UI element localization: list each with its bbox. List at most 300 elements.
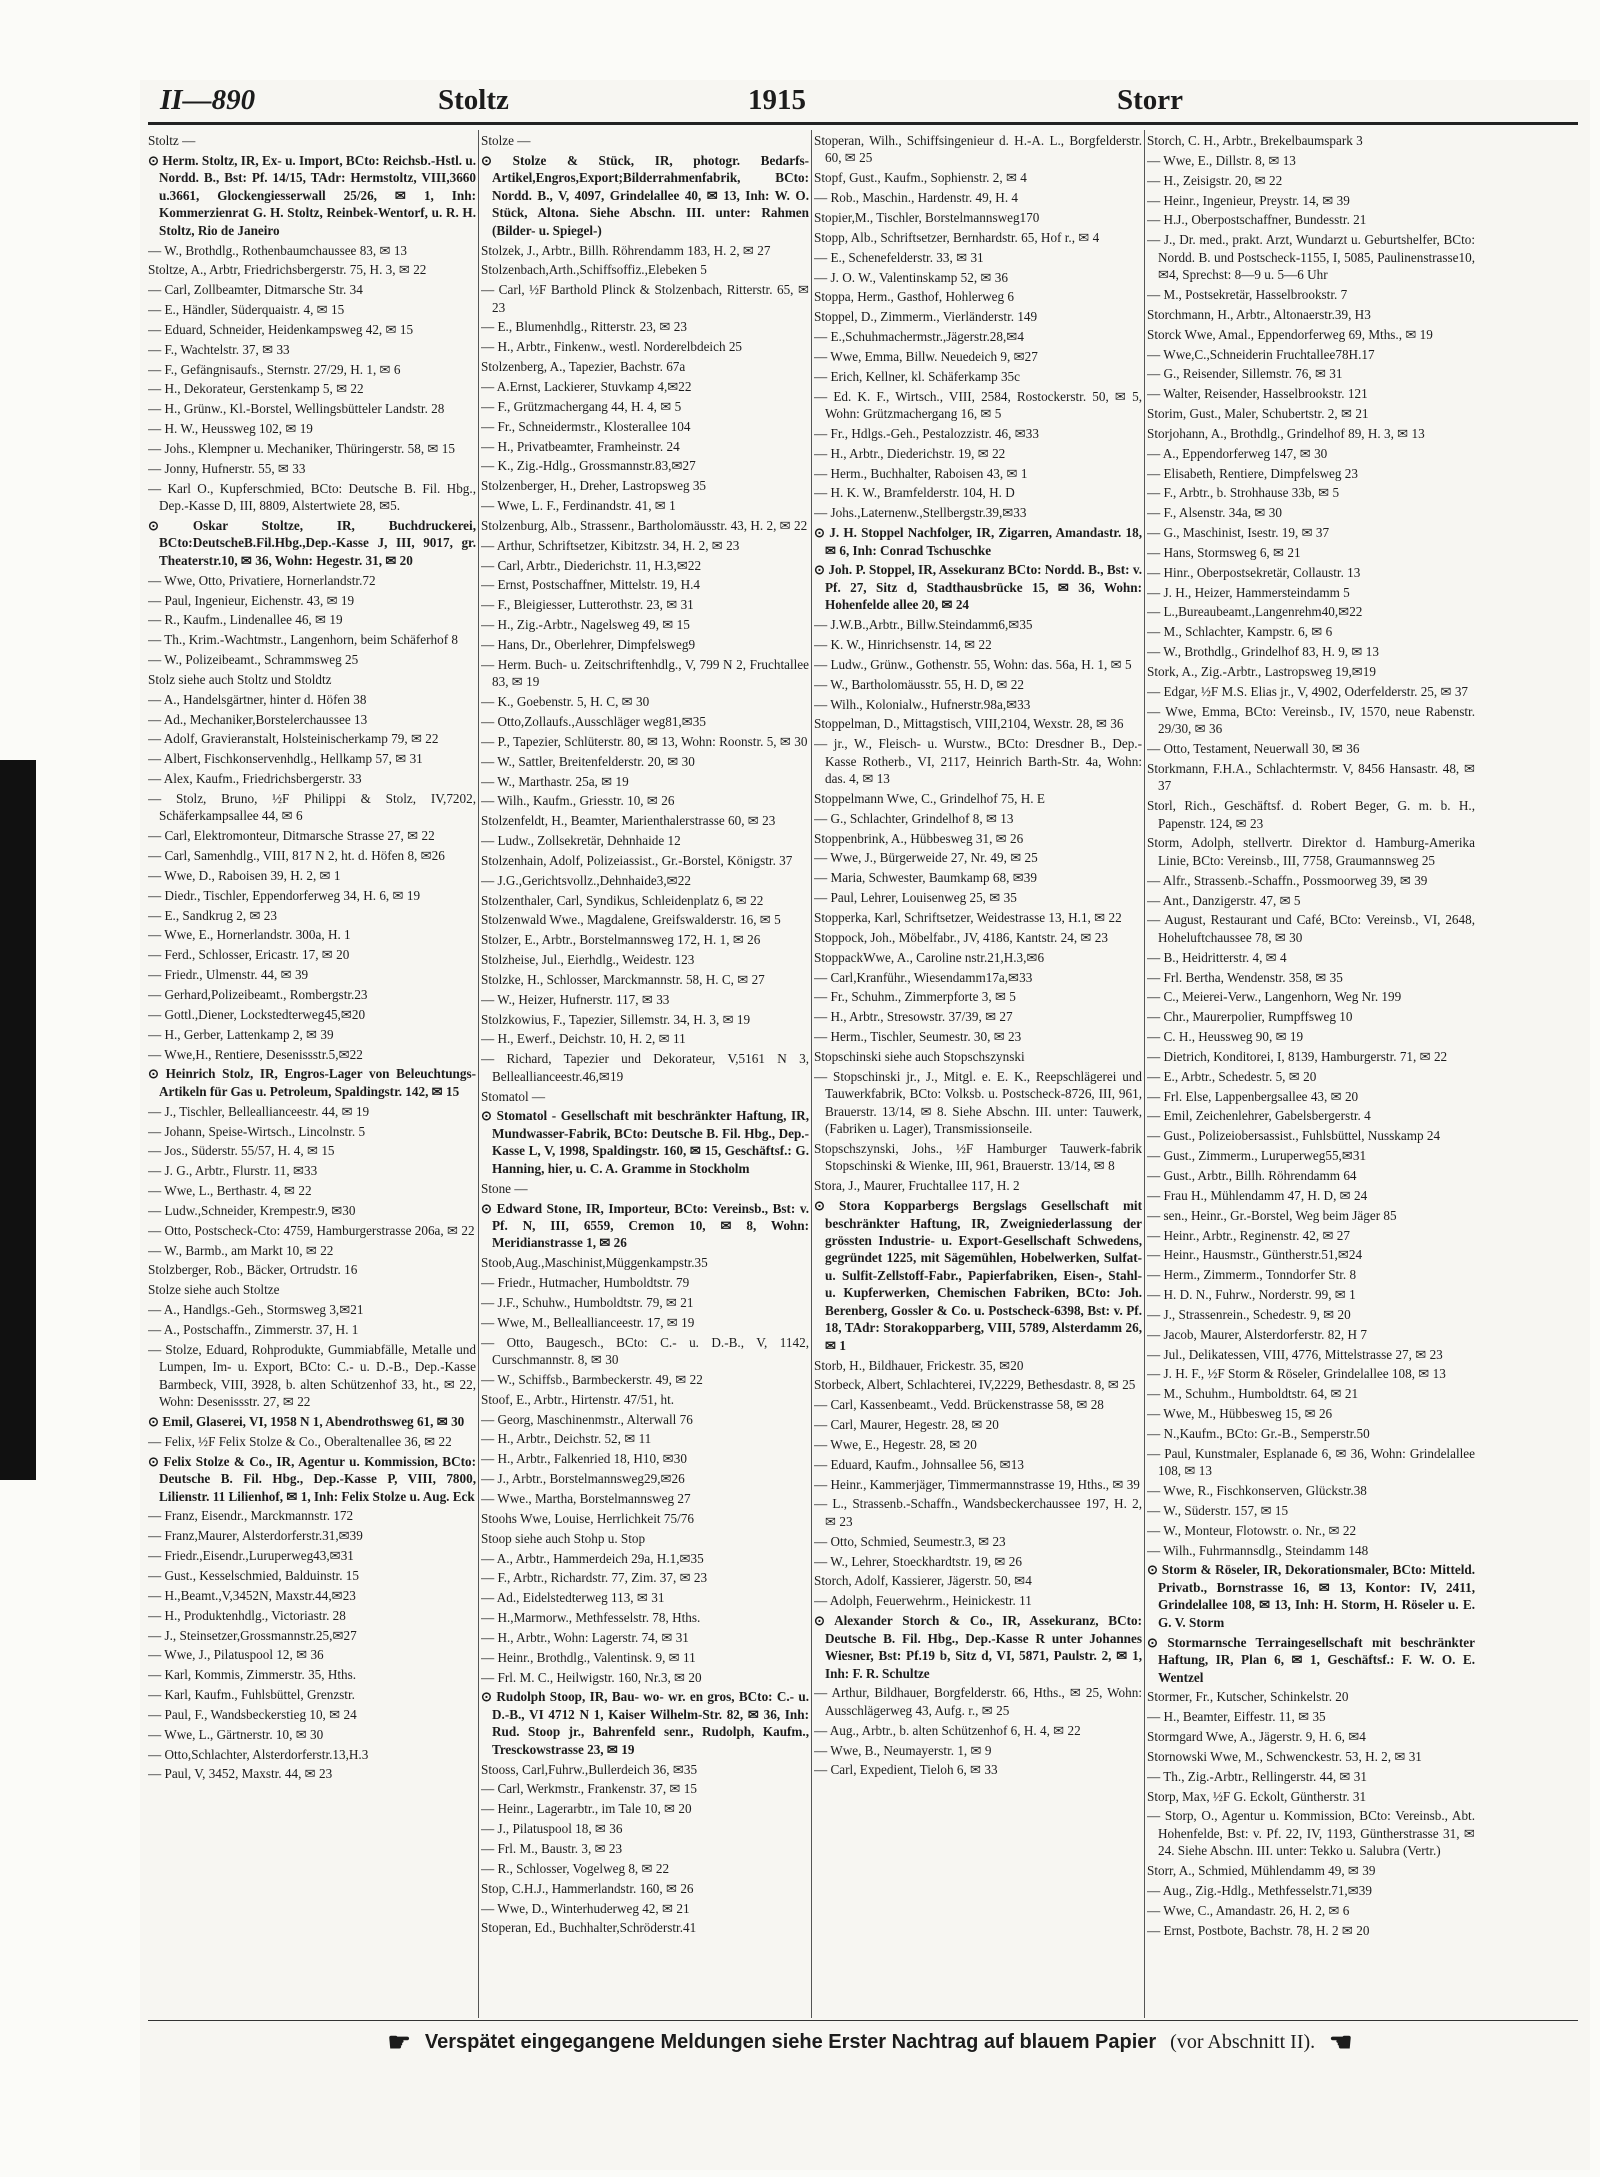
directory-entry: — Fr., Schneidermstr., Klosterallee 104: [481, 418, 691, 434]
directory-entry: — F., Gefängnisaufs., Sternstr. 27/29, H. 1, ✉ 6: [148, 361, 401, 377]
directory-entry: Stoppelmann Wwe, C., Grindelhof 75, H. E: [814, 790, 1045, 806]
directory-entry: — E., Arbtr., Schedestr. 5, ✉ 20: [1147, 1068, 1317, 1084]
directory-entry: Stoof, E., Arbtr., Hirtenstr. 47/51, ht.: [481, 1391, 675, 1407]
directory-entry: — Heinr., Lagerarbtr., im Tale 10, ✉ 20: [481, 1801, 692, 1817]
footer-notice: [160, 2024, 1580, 2060]
directory-entry: — Paul, V, 3452, Maxstr. 44, ✉ 23: [148, 1766, 333, 1782]
directory-entry: — H., Ewerf., Deichstr. 10, H. 2, ✉ 11: [481, 1031, 686, 1047]
directory-entry: — Paul, Kunstmaler, Esplanade 6, ✉ 36, Wohn: Grindelallee 108, ✉ 13: [1147, 1445, 1475, 1479]
directory-entry: — Herm., Zimmerm., Tonndorfer Str. 8: [1147, 1267, 1357, 1283]
directory-entry: — J., Dr. med., prakt. Arzt, Wundarzt u. Geburtshelfer, BCto: Nordd. B. und Postscheck-1155, I, 5085, Paulinenstrasse10, ✉4, Sprechst: 8—9 u. 5—6 Uhr: [1147, 232, 1475, 283]
directory-entry: — Gust., Kesselschmied, Balduinstr. 15: [148, 1567, 359, 1583]
directory-entry: Stomatol —: [481, 1088, 546, 1104]
directory-entry: — A., Eppendorferweg 147, ✉ 30: [1147, 445, 1328, 461]
directory-entry: — Stolz, Bruno, ½F Philippi & Stolz, IV,7202, Schäferkampsallee 44, ✉ 6: [148, 790, 476, 824]
directory-entry: — Carl,Kranführ., Wiesendamm17a,✉33: [814, 969, 1033, 985]
directory-entry: — Alfr., Strassenb.-Schaffn., Possmoorweg 39, ✉ 39: [1147, 872, 1428, 888]
directory-entry: — Emil, Zeichenlehrer, Gabelsbergerstr. 4: [1147, 1108, 1371, 1124]
directory-entry: — W., Heizer, Hufnerstr. 117, ✉ 33: [481, 991, 670, 1007]
directory-entry: — Wwe, E., Hegestr. 28, ✉ 20: [814, 1436, 977, 1452]
directory-entry: — Karl, Kaufm., Fuhlsbüttel, Grenzstr.: [148, 1687, 355, 1703]
directory-entry: — H., Arbtr., Falkenried 18, H10, ✉30: [481, 1451, 687, 1467]
directory-entry: — J.W.B.,Arbtr., Billw.Steindamm6,✉35: [814, 617, 1033, 633]
directory-entry: — Wwe,C.,Schneiderin Fruchtallee78H.17: [1147, 346, 1375, 362]
footer-notice-note: (vor Abschnitt II).: [1170, 2030, 1316, 2053]
directory-entry: — H., Zeisigstr. 20, ✉ 22: [1147, 172, 1283, 188]
directory-entry: — Hans, Stormsweg 6, ✉ 21: [1147, 544, 1301, 560]
directory-entry: — W., Marthastr. 25a, ✉ 19: [481, 773, 629, 789]
directory-entry: — Dietrich, Konditorei, I, 8139, Hamburgerstr. 71, ✉ 22: [1147, 1048, 1448, 1064]
directory-entry: — E., Händler, Süderquaistr. 4, ✉ 15: [148, 302, 345, 318]
pointing-hand-right-icon: ☛: [387, 2026, 411, 2057]
directory-entry: — H. W., Heussweg 102, ✉ 19: [148, 421, 313, 437]
directory-entry: Storch, Adolf, Kassierer, Jägerstr. 50, ✉4: [814, 1573, 1032, 1589]
directory-entry: — R., Schlosser, Vogelweg 8, ✉ 22: [481, 1860, 670, 1876]
directory-entry: ⊙ Edward Stone, IR, Importeur, BCto: Vereinsb., Bst: v. Pf. N, III, 6559, Cremon 10, ✉ 8, Wohn: Meridianstrasse 1, ✉ 26: [481, 1200, 809, 1251]
directory-entry: — F., Alsenstr. 34a, ✉ 30: [1147, 505, 1282, 521]
directory-entry: Stolzenbach,Arth.,Schiffsoffiz.,Elebeken 5: [481, 262, 707, 278]
directory-entry: — J., Arbtr., Borstelmannsweg29,✉26: [481, 1471, 685, 1487]
directory-entry: — Carl, Kassenbeamt., Vedd. Brückenstrasse 58, ✉ 28: [814, 1397, 1104, 1413]
directory-entry: ⊙ J. H. Stoppel Nachfolger, IR, Zigarren, Amandastr. 18, ✉ 6, Inh: Conrad Tschuschke: [814, 525, 1142, 558]
directory-entry: — H., Arbtr., Deichstr. 52, ✉ 11: [481, 1431, 652, 1447]
directory-entry: Stopschszynski, Johs., ½F Hamburger Tauwerk-fabrik Stopschinski & Wienke, III, 961, Brauerstr. 13/14, ✉ 8: [814, 1140, 1142, 1174]
directory-entry: — Ludw., Grünw., Gothenstr. 55, Wohn: das. 56a, H. 1, ✉ 5: [814, 656, 1132, 672]
directory-entry: ⊙ Heinrich Stolz, IR, Engros-Lager von Beleuchtungs-Artikeln für Gas u. Petroleum, Spaldingstr. 142, ✉ 15: [148, 1066, 476, 1099]
header-rule: [148, 122, 1578, 125]
directory-entry: — A., Handelsgärtner, hinter d. Höfen 38: [148, 691, 367, 707]
directory-entry: — W., Brothdlg., Rothenbaumchaussee 83, ✉ 13: [148, 242, 408, 258]
running-head-last-name: Storr: [1117, 84, 1184, 116]
directory-entry: — Richard, Tapezier und Dekorateur, V,5161 N 3, Belleallianceestr.46,✉19: [481, 1051, 809, 1084]
directory-entry: — Aug., Zig.-Hdlg., Methfesselstr.71,✉39: [1147, 1883, 1372, 1899]
footer-rule: [148, 2020, 1578, 2021]
directory-entry: — Wilh., Kaufm., Griesstr. 10, ✉ 26: [481, 793, 675, 809]
directory-entry: — E., Schenefelderstr. 33, ✉ 31: [814, 249, 984, 265]
directory-entry: — Alex, Kaufm., Friedrichsbergerstr. 33: [148, 771, 362, 787]
directory-entry: Storjohann, A., Brothdlg., Grindelhof 89, H. 3, ✉ 13: [1147, 425, 1425, 441]
directory-entry: Stolze siehe auch Stoltze: [148, 1282, 280, 1298]
directory-entry: Stop, C.H.J., Hammerlandstr. 160, ✉ 26: [481, 1880, 694, 1896]
directory-entry: Storr, A., Schmied, Mühlendamm 49, ✉ 39: [1147, 1863, 1376, 1879]
directory-entry: — Friedr., Ulmenstr. 44, ✉ 39: [148, 967, 309, 983]
directory-entry: — Otto, Testament, Neuerwall 30, ✉ 36: [1147, 740, 1360, 756]
directory-entry: Stolzenhain, Adolf, Polizeiassist., Gr.-Borstel, Königstr. 37: [481, 852, 793, 868]
directory-entry: Stoppa, Herm., Gasthof, Hohlerweg 6: [814, 289, 1014, 305]
directory-entry: — W., Polizeibeamt., Schrammsweg 25: [148, 652, 359, 668]
directory-entry: — H., Arbtr., Wohn: Lagerstr. 74, ✉ 31: [481, 1629, 689, 1645]
directory-entry: — L.,Bureaubeamt.,Langenrehm40,✉22: [1147, 604, 1363, 620]
column-divider: [478, 130, 479, 2018]
scan-edge-strip: [0, 760, 36, 1480]
directory-entry: Stora, J., Maurer, Fruchtallee 117, H. 2: [814, 1178, 1020, 1194]
directory-entry: — Carl, Werkmstr., Frankenstr. 37, ✉ 15: [481, 1781, 697, 1797]
directory-entry: ⊙ Herm. Stoltz, IR, Ex- u. Import, BCto: Reichsb.-Hstl. u. Nordd. B., Bst: Pf. 14/15, TAdr: Hermstoltz, VIII,3660 u.3661, Glockengiesserwall 25/26, ✉ 1, Inh: Kommerzienrat G. H. Stoltz, Reinbek-Wentorf, u. R. H. Stoltz, Rio de Janeiro: [148, 152, 476, 238]
directory-entry: Stornowski Wwe, M., Schwenckestr. 53, H. 2, ✉ 31: [1147, 1748, 1422, 1764]
directory-entry: — J. H. F., ½F Storm & Röseler, Grindelallee 108, ✉ 13: [1147, 1366, 1446, 1382]
directory-entry: — Carl, Maurer, Hegestr. 28, ✉ 20: [814, 1417, 999, 1433]
directory-entry: — Paul, Lehrer, Louisenweg 25, ✉ 35: [814, 890, 1017, 906]
directory-entry: — Frau H., Mühlendamm 47, H. D, ✉ 24: [1147, 1187, 1368, 1203]
directory-entry: — J., Pilatuspool 18, ✉ 36: [481, 1821, 623, 1837]
directory-column-1: [148, 132, 476, 2017]
directory-entry: — W., Barmb., am Markt 10, ✉ 22: [148, 1242, 334, 1258]
directory-entry: — Wwe, M., Hübbesweg 15, ✉ 26: [1147, 1406, 1333, 1422]
directory-entry: — Ed. K. F., Wirtsch., VIII, 2584, Rostockerstr. 50, ✉ 5, Wohn: Grützmachergang 16, ✉ 5: [814, 388, 1142, 422]
directory-entry: Stolzkowius, F., Tapezier, Sillemstr. 34, H. 3, ✉ 19: [481, 1011, 751, 1027]
directory-entry: — Franz,Maurer, Alsterdorferstr.31,✉39: [148, 1528, 363, 1544]
directory-entry: — M., Postsekretär, Hasselbrookstr. 7: [1147, 286, 1348, 302]
directory-column-4: [1147, 132, 1475, 2017]
directory-entry: — Carl, Arbtr., Diederichstr. 11, H.3,✉22: [481, 557, 702, 573]
directory-entry: — Herm., Tischler, Seumestr. 30, ✉ 23: [814, 1029, 1022, 1045]
directory-entry: — Wwe, E., Hornerlandstr. 300a, H. 1: [148, 927, 351, 943]
directory-entry: — A.Ernst, Lackierer, Stuvkamp 4,✉22: [481, 379, 692, 395]
directory-entry: — Felix, ½F Felix Stolze & Co., Oberaltenallee 36, ✉ 22: [148, 1433, 452, 1449]
directory-entry: — Ernst, Postschaffner, Mittelstr. 19, H.4: [481, 577, 701, 593]
directory-entry: — Heinr., Kammerjäger, Timmermannstrasse 19, Hths., ✉ 39: [814, 1476, 1140, 1492]
directory-entry: — Wwe, R., Fischkonserven, Glückstr.38: [1147, 1483, 1367, 1499]
directory-entry: — Stopschinski jr., J., Mitgl. e. E. K., Reepschlägerei und Tauwerkfabrik, BCto: Volksb. u. Postscheck-8726, III, 961, Brauerstr. 13/14, ✉ 8. Siehe Abschn. III. unter: Tauwerk, (Fabriken u. Lager), Transmissionseile.: [814, 1068, 1142, 1137]
directory-entry: Stopp, Alb., Schriftsetzer, Bernhardstr. 65, Hof r., ✉ 4: [814, 229, 1100, 245]
directory-entry: Stolzenburg, Alb., Strassenr., Bartholomäusstr. 43, H. 2, ✉ 22: [481, 517, 808, 533]
directory-entry: — A., Handlgs.-Geh., Stormsweg 3,✉21: [148, 1302, 364, 1318]
directory-entry: Stolzer, E., Arbtr., Borstelmannsweg 172, H. 1, ✉ 26: [481, 932, 761, 948]
directory-entry: — Otto, Baugesch., BCto: C.- u. D.-B., V, 1142, Curschmannstr. 8, ✉ 30: [481, 1334, 809, 1368]
directory-entry: — Edgar, ½F M.S. Elias jr., V, 4902, Oderfelderstr. 25, ✉ 37: [1147, 683, 1469, 699]
directory-entry: — Karl, Kommis, Zimmerstr. 35, Hths.: [148, 1667, 357, 1683]
directory-entry: — F., Wachtelstr. 37, ✉ 33: [148, 341, 290, 357]
directory-entry: — P., Tapezier, Schlüterstr. 80, ✉ 13, Wohn: Roonstr. 5, ✉ 30: [481, 733, 808, 749]
directory-entry: — Johs., Klempner u. Mechaniker, Thüringerstr. 58, ✉ 15: [148, 440, 455, 456]
directory-entry: — Wwe, Emma, BCto: Vereinsb., IV, 1570, neue Rabenstr. 29/30, ✉ 36: [1147, 703, 1475, 737]
directory-entry: — Stolze, Eduard, Rohprodukte, Gummiabfälle, Metalle und Lumpen, Im- u. Export, BCto: C.- u. D.-B., Dep.-Kasse Barmbeck, VIII, 3928, b. alten Schützenhof 33, ht., ✉ 22, Wohn: Desenissstr. 27, ✉ 22: [148, 1341, 476, 1410]
directory-entry: ⊙ Felix Stolze & Co., IR, Agentur u. Kommission, BCto: Deutsche B. Fil. Hbg., Dep.-Kasse P, VIII, 7800, Lilienstr. 11 Lilienhof, ✉ 1, Inh: Felix Stolze u. Aug. Eck: [148, 1453, 476, 1504]
directory-entry: — Heinr., Ingenieur, Preystr. 14, ✉ 39: [1147, 192, 1350, 208]
directory-entry: — Paul, Ingenieur, Eichenstr. 43, ✉ 19: [148, 592, 355, 608]
directory-entry: — Erich, Kellner, kl. Schäferkamp 35c: [814, 368, 1021, 384]
directory-entry: — Wwe, B., Neumayerstr. 1, ✉ 9: [814, 1742, 992, 1758]
directory-entry: — W., Monteur, Flotowstr. o. Nr., ✉ 22: [1147, 1522, 1357, 1538]
directory-entry: — H., Dekorateur, Gerstenkamp 5, ✉ 22: [148, 381, 364, 397]
directory-entry: — L., Strassenb.-Schaffn., Wandsbeckerchaussee 197, H. 2, ✉ 23: [814, 1496, 1142, 1529]
directory-entry: — Jonny, Hufnerstr. 55, ✉ 33: [148, 460, 306, 476]
directory-entry: Storp, Max, ½F G. Eckolt, Güntherstr. 31: [1147, 1788, 1367, 1804]
directory-entry: — Franz, Eisendr., Marckmannstr. 172: [148, 1508, 354, 1524]
directory-entry: — Otto, Postscheck-Cto: 4759, Hamburgerstrasse 206a, ✉ 22: [148, 1222, 475, 1238]
directory-entry: Storkmann, F.H.A., Schlachtermstr. V, 8456 Hansastr. 48, ✉ 37: [1147, 760, 1475, 794]
directory-entry: Stoppenbrink, A., Hübbesweg 31, ✉ 26: [814, 830, 1024, 846]
directory-entry: — Gottl.,Diener, Lockstedterweg45,✉20: [148, 1006, 366, 1022]
directory-entry: — A., Arbtr., Hammerdeich 29a, H.1,✉35: [481, 1550, 704, 1566]
directory-entry: — Ant., Danzigerstr. 47, ✉ 5: [1147, 892, 1301, 908]
directory-entry: — M., Schlachter, Kampstr. 6, ✉ 6: [1147, 624, 1333, 640]
directory-entry: — Herm. Buch- u. Zeitschriftenhdlg., V, 799 N 2, Fruchtallee 83, ✉ 19: [481, 656, 809, 690]
directory-entry: — August, Restaurant und Café, BCto: Vereinsb., VI, 2648, Hoheluftchaussee 78, ✉ 30: [1147, 912, 1475, 945]
running-head-year: 1915: [748, 84, 806, 116]
directory-entry: — Walter, Reisender, Hasselbrookstr. 121: [1147, 386, 1368, 402]
directory-entry: — Georg, Maschinenmstr., Alterwall 76: [481, 1411, 693, 1427]
directory-entry: Stolze —: [481, 133, 531, 148]
directory-entry: — Maria, Schwester, Baumkamp 68, ✉39: [814, 870, 1037, 886]
directory-entry: Stopf, Gust., Kaufm., Sophienstr. 2, ✉ 4: [814, 170, 1027, 186]
directory-entry: — Wwe, L., Berthastr. 4, ✉ 22: [148, 1183, 312, 1199]
directory-entry: — H. K. W., Bramfelderstr. 104, H. D: [814, 485, 1015, 501]
directory-entry: Stolzke, H., Schlosser, Marckmannstr. 58, H. C, ✉ 27: [481, 971, 765, 987]
directory-entry: — Fr., Schuhm., Zimmerpforte 3, ✉ 5: [814, 989, 1016, 1005]
directory-entry: — Frl. M., Baustr. 3, ✉ 23: [481, 1841, 623, 1856]
directory-entry: Storim, Gust., Maler, Schubertstr. 2, ✉ 21: [1147, 406, 1369, 422]
directory-entry: — Aug., Arbtr., b. alten Schützenhof 6, H. 4, ✉ 22: [814, 1722, 1081, 1738]
directory-entry: — H., Grünw., Kl.-Borstel, Wellingsbütteler Landstr. 28: [148, 401, 445, 417]
directory-column-3: [814, 132, 1142, 2017]
directory-entry: Stolz siehe auch Stoltz und Stoldtz: [148, 671, 332, 687]
directory-entry: — Gust., Zimmerm., Luruperweg55,✉31: [1147, 1148, 1367, 1164]
directory-entry: — W., Sattler, Breitenfelderstr. 20, ✉ 30: [481, 753, 695, 769]
directory-entry: — K., Zig.-Hdlg., Grossmannstr.83,✉27: [481, 458, 696, 474]
directory-entry: — Wwe, Emma, Billw. Neuedeich 9, ✉27: [814, 348, 1038, 364]
directory-entry: — H.J., Oberpostschaffner, Bundesstr. 21: [1147, 212, 1367, 228]
directory-entry: Stork, A., Zig.-Arbtr., Lastropsweg 19,✉19: [1147, 664, 1376, 679]
directory-entry: — Otto, Schmied, Seumestr.3, ✉ 23: [814, 1533, 1006, 1549]
directory-entry: — F., Bleigiesser, Lutterothstr. 23, ✉ 31: [481, 597, 694, 613]
pointing-hand-left-icon: ☚: [1329, 2026, 1353, 2057]
directory-entry: — A., Postschaffn., Zimmerstr. 37, H. 1: [148, 1321, 359, 1337]
directory-entry: — J.F., Schuhw., Humboldtstr. 79, ✉ 21: [481, 1294, 694, 1310]
directory-entry: ⊙ Rudolph Stoop, IR, Bau- wo- wr. en gros, BCto: C.- u. D.-B., VI 4712 N 1, Kaiser Wilhelm-Str. 82, ✉ 36, Inh: Rud. Stoop jr., Bahrenfeld senr., Rudolph, Kaufm., Tresckowstrasse 23, ✉ 19: [481, 1689, 809, 1757]
directory-entry: — J., Tischler, Belleallianceestr. 44, ✉ 19: [148, 1103, 370, 1119]
directory-entry: — H.,Beamt.,V,3452N, Maxstr.44,✉23: [148, 1587, 356, 1603]
directory-entry: — Paul, F., Wandsbeckerstieg 10, ✉ 24: [148, 1706, 357, 1722]
directory-entry: — J. G., Arbtr., Flurstr. 11, ✉33: [148, 1163, 318, 1179]
directory-entry: — G., Maschinist, Isestr. 19, ✉ 37: [1147, 525, 1330, 541]
directory-entry: Storchmann, H., Arbtr., Altonaerstr.39, H3: [1147, 306, 1371, 322]
directory-entry: — Carl, Samenhdlg., VIII, 817 N 2, ht. d. Höfen 8, ✉26: [148, 848, 445, 864]
directory-entry: — Elisabeth, Rentiere, Dimpfelsweg 23: [1147, 465, 1358, 481]
directory-entry: — Hinr., Oberpostsekretär, Collaustr. 13: [1147, 564, 1361, 580]
directory-entry: — Jul., Delikatessen, VIII, 4776, Mittelstrasse 27, ✉ 23: [1147, 1346, 1443, 1362]
directory-entry: Stolzheise, Jul., Eierhdlg., Weidestr. 123: [481, 952, 695, 968]
directory-entry: — Wwe., Martha, Borstelmannsweg 27: [481, 1490, 691, 1506]
directory-entry: StoppackWwe, A., Caroline nstr.21,H.3,✉6: [814, 949, 1045, 965]
directory-entry: — H., Zig.-Arbtr., Nagelsweg 49, ✉ 15: [481, 617, 690, 633]
directory-entry: — H.,Marmorw., Methfesselstr. 78, Hths.: [481, 1610, 701, 1626]
directory-entry: ⊙ Storm & Röseler, IR, Dekorationsmaler, BCto: Mitteld. Privatb., Bornstrasse 16, ✉ 13, Kontor: IV, 2411, Grindelallee 108, ✉ 13, Inh: H. Storm, H. Röseler u. E. G. V. Storm: [1147, 1562, 1475, 1630]
directory-entry: — Johann, Speise-Wirtsch., Lincolnstr. 5: [148, 1123, 366, 1139]
directory-entry: Stoperan, Ed., Buchhalter,Schröderstr.41: [481, 1920, 697, 1936]
directory-entry: — Frl. Else, Lappenbergsallee 43, ✉ 20: [1147, 1088, 1359, 1104]
directory-entry: — Wwe, L., Gärtnerstr. 10, ✉ 30: [148, 1726, 324, 1742]
directory-entry: — Ad., Mechaniker,Borstelerchaussee 13: [148, 711, 368, 727]
directory-entry: — R., Kaufm., Lindenallee 46, ✉ 19: [148, 612, 343, 628]
directory-entry: Stoppelman, D., Mittagstisch, VIII,2104, Wexstr. 28, ✉ 36: [814, 716, 1124, 732]
directory-entry: Stolzek, J., Arbtr., Billh. Röhrendamm 183, H. 2, ✉ 27: [481, 242, 771, 258]
directory-entry: — H. D. N., Fuhrw., Norderstr. 99, ✉ 1: [1147, 1287, 1356, 1303]
directory-entry: — Karl O., Kupferschmied, BCto: Deutsche B. Fil. Hbg., Dep.-Kasse D, III, 8809, Alstertwiete 28, ✉5.: [148, 480, 476, 514]
directory-entry: Stolzenfeldt, H., Beamter, Marienthalerstrasse 60, ✉ 23: [481, 813, 776, 829]
directory-entry: — K., Goebenstr. 5, H. C, ✉ 30: [481, 694, 650, 710]
directory-entry: Storb, H., Bildhauer, Frickestr. 35, ✉20: [814, 1357, 1024, 1373]
directory-column-2: [481, 132, 809, 2017]
directory-entry: — H., Arbtr., Finkenw., westl. Norderelbdeich 25: [481, 339, 743, 355]
directory-entry: — sen., Heinr., Gr.-Borstel, Weg beim Jäger 85: [1147, 1207, 1397, 1223]
directory-entry: — G., Schlachter, Grindelhof 8, ✉ 13: [814, 810, 1014, 826]
directory-entry: — Adolf, Gravieranstalt, Holsteinischerkamp 79, ✉ 22: [148, 731, 439, 747]
page-number: II—890: [160, 84, 256, 116]
directory-entry: — Wilh., Fuhrmannsdlg., Steindamm 148: [1147, 1542, 1369, 1558]
directory-entry: — Arthur, Bildhauer, Borgfelderstr. 66, Hths., ✉ 25, Wohn: Ausschlägerweg 43, Aufg. r., ✉ 25: [814, 1685, 1142, 1718]
directory-entry: — W., Brothdlg., Grindelhof 83, H. 9, ✉ 13: [1147, 644, 1379, 660]
directory-entry: — Carl, ½F Barthold Plinck & Stolzenbach, Ritterstr. 65, ✉ 23: [481, 282, 809, 315]
directory-entry: — jr., W., Fleisch- u. Wurstw., BCto: Dresdner B., Dep.-Kasse Rotherb., VI, 2117, Heinrich Barth-Str. 4a, Wohn: das. 4, ✉ 13: [814, 736, 1142, 787]
directory-entry: — F., Grützmachergang 44, H. 4, ✉ 5: [481, 398, 682, 414]
directory-entry: — N.,Kaufm., BCto: Gr.-B., Semperstr.50: [1147, 1425, 1370, 1441]
directory-entry: Stoop siehe auch Stohp u. Stop: [481, 1530, 646, 1546]
directory-entry: — Albert, Fischkonservenhdlg., Hellkamp 57, ✉ 31: [148, 751, 423, 767]
directory-entry: — Storp, O., Agentur u. Kommission, BCto: Vereinsb., Abt. Hohenfelde, Bst: v. Pf. 22, IV, 1193, Güntherstrasse 31, ✉ 24. Siehe Abschn. III. unter: Tekko u. Salubra (Vertr.): [1147, 1808, 1475, 1859]
directory-entry: — Wilh., Kolonialw., Hufnerstr.98a,✉33: [814, 696, 1031, 712]
directory-entry: — Rob., Maschin., Hardenstr. 49, H. 4: [814, 190, 1019, 206]
directory-entry: — Gust., Polizeiobersassist., Fuhlsbüttel, Nusskamp 24: [1147, 1128, 1441, 1144]
directory-entry: Storbeck, Albert, Schlachterei, IV,2229, Bethesdastr. 8, ✉ 25: [814, 1377, 1136, 1393]
directory-entry: — H., Arbtr., Stresowstr. 37/39, ✉ 27: [814, 1009, 1013, 1025]
directory-entry: — G., Reisender, Sillemstr. 76, ✉ 31: [1147, 366, 1343, 382]
directory-entry: — Arthur, Schriftsetzer, Kibitzstr. 34, H. 2, ✉ 23: [481, 537, 740, 553]
directory-entry: — H., Arbtr., Diederichstr. 19, ✉ 22: [814, 445, 1006, 461]
directory-entry: Stone —: [481, 1180, 528, 1196]
directory-entry: — Chr., Maurerpolier, Rumpffsweg 10: [1147, 1009, 1353, 1025]
directory-entry: Storck Wwe, Amal., Eppendorferweg 69, Mths., ✉ 19: [1147, 326, 1433, 342]
directory-entry: — Carl, Expedient, Tieloh 6, ✉ 33: [814, 1762, 998, 1778]
directory-entry: — H., Privatbeamter, Framheinstr. 24: [481, 438, 680, 454]
directory-entry: — Frl. M. C., Heilwigstr. 160, Nr.3, ✉ 20: [481, 1669, 702, 1685]
directory-entry: — C., Meierei-Verw., Langenhorn, Weg Nr. 199: [1147, 989, 1402, 1005]
directory-entry: Stopier,M., Tischler, Borstelmannsweg170: [814, 209, 1040, 225]
directory-entry: — Friedr.,Eisendr.,Luruperweg43,✉31: [148, 1548, 354, 1564]
directory-entry: Stoltz —: [148, 133, 196, 148]
directory-entry: — H., Produktenhdlg., Victoriastr. 28: [148, 1607, 346, 1623]
directory-entry: — K. W., Hinrichsenstr. 14, ✉ 22: [814, 636, 992, 652]
directory-entry: — F., Arbtr., b. Strohhause 33b, ✉ 5: [1147, 485, 1340, 501]
directory-entry: — Wwe, J., Pilatuspool 12, ✉ 36: [148, 1647, 324, 1663]
directory-entry: — Ad., Eidelstedterweg 113, ✉ 31: [481, 1590, 665, 1606]
directory-entry: Stoltze, A., Arbtr, Friedrichsbergerstr. 75, H. 3, ✉ 22: [148, 262, 427, 278]
directory-entry: — Wwe,H., Rentiere, Desenissstr.5,✉22: [148, 1046, 363, 1062]
directory-entry: — Wwe, Otto, Privatiere, Hornerlandstr.72: [148, 572, 376, 588]
directory-entry: ⊙ Stolze & Stück, IR, photogr. Bedarfs-Artikel,Engros,Export;Bilderrahmenfabrik, BCto: Nordd. B., V, 4097, Grindelallee 40, ✉ 13, Inh: W. O. Stück, Altona. Siehe Abschn. III. unter: Rahmen (Bilder- u. Spiegel-): [481, 152, 809, 238]
directory-entry: — Jacob, Maurer, Alsterdorferstr. 82, H 7: [1147, 1326, 1367, 1342]
directory-entry: — Wwe, D., Raboisen 39, H. 2, ✉ 1: [148, 867, 341, 883]
footer-notice-text: Verspätet eingegangene Meldungen siehe Erster Nachtrag auf blauem Papier: [424, 2030, 1157, 2053]
directory-entry: — Otto,Zollaufs.,Ausschläger weg81,✉35: [481, 713, 706, 729]
directory-entry: ⊙ Stormarnsche Terraingesellschaft mit beschränkter Haftung, IR, Plan 6, ✉ 1, Geschäftsf.: F. W. O. E. Wentzel: [1147, 1634, 1475, 1685]
directory-entry: Stopschinski siehe auch Stopschszynski: [814, 1048, 1025, 1064]
directory-entry: — Gerhard,Polizeibeamt., Rombergstr.23: [148, 987, 368, 1002]
directory-entry: — Frl. Bertha, Wendenstr. 358, ✉ 35: [1147, 969, 1343, 985]
directory-entry: Stormgard Wwe, A., Jägerstr. 9, H. 6, ✉4: [1147, 1729, 1366, 1745]
directory-entry: — W., Bartholomäusstr. 55, H. D, ✉ 22: [814, 676, 1024, 692]
directory-entry: — Wwe, J., Bürgerweide 27, Nr. 49, ✉ 25: [814, 850, 1038, 866]
directory-entry: — Heinr., Brothdlg., Valentinsk. 9, ✉ 11: [481, 1649, 696, 1665]
directory-entry: — Friedr., Hutmacher, Humboldtstr. 79: [481, 1275, 690, 1291]
directory-entry: — F., Arbtr., Richardstr. 77, Zim. 37, ✉ 23: [481, 1570, 708, 1586]
directory-entry: — W., Lehrer, Stoeckhardtstr. 19, ✉ 26: [814, 1553, 1022, 1569]
running-head-first-name: Stoltz: [438, 84, 509, 116]
directory-entry: — Wwe, E., Dillstr. 8, ✉ 13: [1147, 152, 1296, 168]
directory-entry: — Hans, Dr., Oberlehrer, Dimpfelsweg9: [481, 636, 696, 652]
directory-entry: — Wwe, M., Belleallianceestr. 17, ✉ 19: [481, 1314, 695, 1330]
directory-entry: — Herm., Buchhalter, Raboisen 43, ✉ 1: [814, 465, 1028, 481]
directory-entry: — Ludw., Zollsekretär, Dehnhaide 12: [481, 833, 681, 849]
directory-entry: — Th., Zig.-Arbtr., Rellingerstr. 44, ✉ 31: [1147, 1768, 1367, 1784]
directory-entry: Stoohs Wwe, Louise, Herrlichkeit 75/76: [481, 1510, 694, 1526]
directory-entry: — Heinr., Hausmstr., Güntherstr.51,✉24: [1147, 1247, 1363, 1263]
directory-entry: — Th., Krim.-Wachtmstr., Langenhorn, beim Schäferhof 8: [148, 632, 458, 648]
column-divider: [811, 130, 812, 2018]
directory-entry: Storl, Rich., Geschäftsf. d. Robert Beger, G. m. b. H., Papenstr. 124, ✉ 23: [1147, 798, 1475, 831]
directory-entry: — J.G.,Gerichtsvollz.,Dehnhaide3,✉22: [481, 872, 691, 888]
directory-entry: Stolzenberg, A., Tapezier, Bachstr. 67a: [481, 359, 686, 375]
directory-entry: — Diedr., Tischler, Eppendorferweg 34, H. 6, ✉ 19: [148, 887, 421, 903]
directory-entry: — Carl, Elektromonteur, Ditmarsche Strasse 27, ✉ 22: [148, 828, 435, 844]
directory-entry: Stoppel, D., Zimmerm., Vierländerstr. 149: [814, 309, 1038, 325]
directory-entry: Stoppock, Joh., Möbelfabr., JV, 4186, Kantstr. 24, ✉ 23: [814, 929, 1108, 945]
directory-entry: — C. H., Heussweg 90, ✉ 19: [1147, 1029, 1304, 1045]
directory-entry: Stoob,Aug.,Maschinist,Müggenkampstr.35: [481, 1255, 708, 1271]
directory-entry: ⊙ Stora Kopparbergs Bergslags Gesellschaft mit beschränkter Haftung, IR, Zweigniederlassung der grössten Industrie- u. Export-Gesellschaft Schwedens, gegründet 1225, mit Sägemühlen, Hobelwerken, Sulfat- u. Sulfit-Zellstoff-Fabr., Papierfabriken, Eisen-, Stahl- u. Kupferwerken, Chemischen Fabriken, BCto: Joh. Berenberg, Gossler & Co. u. Postscheck-6398, Bst: v. Pf. 18, TAdr: Storakopparberg, VIII, 5789, Alsterdamm 26, ✉ 1: [814, 1198, 1142, 1353]
directory-entry: — Gust., Arbtr., Billh. Röhrendamm 64: [1147, 1167, 1357, 1183]
directory-entry: ⊙ Stomatol - Gesellschaft mit beschränkter Haftung, IR, Mundwasser-Fabrik, BCto: Deutsche B. Fil. Hbg., Dep.-Kasse L, V, 1998, Spaldingstr. 160, ✉ 15, Geschäftsf.: G. Hanning, hier, u. C. A. Gramme in Stockholm: [481, 1108, 809, 1176]
directory-entry: Stolzenthaler, Carl, Syndikus, Schleidenplatz 6, ✉ 22: [481, 892, 764, 908]
directory-entry: — M., Schuhm., Humboldtstr. 64, ✉ 21: [1147, 1386, 1359, 1402]
directory-entry: — H., Beamter, Eiffestr. 11, ✉ 35: [1147, 1709, 1326, 1725]
directory-entry: — Heinr., Arbtr., Reginenstr. 42, ✉ 27: [1147, 1227, 1350, 1243]
directory-entry: ⊙ Oskar Stoltze, IR, Buchdruckerei, BCto:DeutscheB.Fil.Hbg.,Dep.-Kasse J, III, 9017, gr. Theaterstr.10, ✉ 36, Wohn: Hegestr. 31, ✉ 20: [148, 517, 476, 568]
directory-entry: — Ernst, Postbote, Bachstr. 78, H. 2 ✉ 20: [1147, 1922, 1370, 1938]
directory-entry: — Wwe, C., Amandastr. 26, H. 2, ✉ 6: [1147, 1902, 1350, 1918]
directory-entry: — Wwe, D., Winterhuderweg 42, ✉ 21: [481, 1900, 690, 1916]
directory-entry: Stooss, Carl,Fuhrw.,Bullerdeich 36, ✉35: [481, 1761, 698, 1777]
directory-entry: — Adolph, Feuerwehrm., Heinickestr. 11: [814, 1593, 1032, 1609]
directory-entry: — Ferd., Schlosser, Ericastr. 17, ✉ 20: [148, 947, 350, 963]
directory-entry: Stormer, Fr., Kutscher, Schinkelstr. 20: [1147, 1689, 1349, 1705]
directory-entry: — J. H., Heizer, Hammersteindamm 5: [1147, 584, 1350, 600]
directory-entry: — Wwe, L. F., Ferdinandstr. 41, ✉ 1: [481, 498, 676, 514]
directory-entry: — E., Sandkrug 2, ✉ 23: [148, 907, 277, 923]
directory-entry: ⊙ Alexander Storch & Co., IR, Assekuranz, BCto: Deutsche B. Fil. Hbg., Dep.-Kasse R unter Johannes Wiesner, Bst: Pf.19 b, Sitz d, VI, 5871, Paulstr. 2, ✉ 1, Inh: F. R. Schultze: [814, 1613, 1142, 1681]
directory-entry: — H., Gerber, Lattenkamp 2, ✉ 39: [148, 1026, 334, 1042]
directory-entry: — E.,Schuhmachermstr.,Jägerstr.28,✉4: [814, 329, 1024, 345]
directory-entry: — Carl, Zollbeamter, Ditmarsche Str. 34: [148, 282, 363, 298]
directory-entry: — Eduard, Kaufm., Johnsallee 56, ✉13: [814, 1456, 1024, 1472]
directory-entry: Storm, Adolph, stellvertr. Direktor d. Hamburg-Amerika Linie, BCto: Vereinsb., III, 7758, Graumannsweg 25: [1147, 835, 1475, 868]
column-divider: [1144, 130, 1145, 2018]
directory-entry: — Jos., Süderstr. 55/57, H. 4, ✉ 15: [148, 1143, 335, 1159]
directory-entry: — B., Heidritterstr. 4, ✉ 4: [1147, 949, 1287, 965]
directory-entry: — Otto,Schlachter, Alsterdorferstr.13,H.3: [148, 1746, 369, 1762]
directory-entry: — J., Strassenrein., Schedestr. 9, ✉ 20: [1147, 1306, 1351, 1322]
directory-entry: — E., Blumenhdlg., Ritterstr. 23, ✉ 23: [481, 319, 687, 335]
directory-entry: Stolzenwald Wwe., Magdalene, Greifswalderstr. 16, ✉ 5: [481, 912, 781, 928]
directory-entry: ⊙ Joh. P. Stoppel, IR, Assekuranz BCto: Nordd. B., Bst: v. Pf. 27, Sitz d, Stadthausbrücke 15, ✉ 36, Wohn: Hohenfelde allee 20, ✉ 24: [814, 562, 1142, 613]
directory-entry: — W., Süderstr. 157, ✉ 15: [1147, 1502, 1289, 1518]
directory-entry: Stopperka, Karl, Schriftsetzer, Weidestrasse 13, H.1, ✉ 22: [814, 910, 1122, 926]
directory-entry: — Fr., Hdlgs.-Geh., Pestalozzistr. 46, ✉33: [814, 425, 1039, 441]
directory-entry: Stolzberger, Rob., Bäcker, Ortrudstr. 16: [148, 1262, 358, 1278]
directory-entry: Storch, C. H., Arbtr., Brekelbaumspark 3: [1147, 133, 1363, 148]
directory-entry: — Eduard, Schneider, Heidenkampsweg 42, ✉ 15: [148, 321, 414, 337]
directory-entry: Stolzenberger, H., Dreher, Lastropsweg 35: [481, 478, 707, 494]
